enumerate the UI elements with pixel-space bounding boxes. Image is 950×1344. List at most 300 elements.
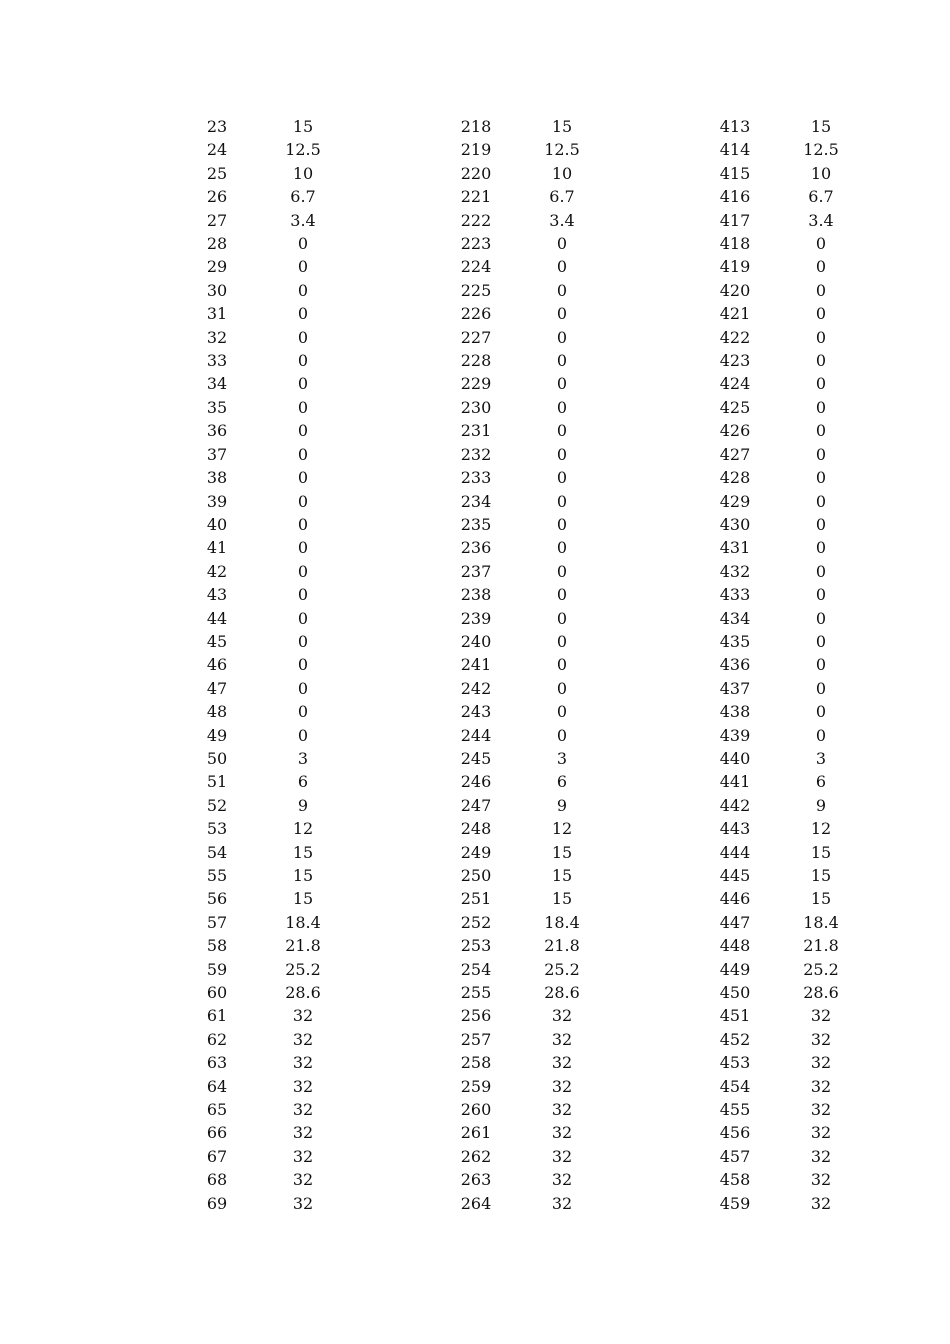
row-value-cell: 3 [297,748,309,768]
column-gap [617,115,704,138]
row-index-cell: 53 [206,819,228,839]
row-value-cell: 0 [297,234,309,254]
column-gap [617,326,704,349]
row-value-cell: 0 [815,304,827,324]
column-gap [358,1004,445,1027]
row-value-cell: 0 [815,725,827,745]
row-index-cell: 40 [206,514,228,534]
column-gap [358,513,445,536]
column-gap [358,326,445,349]
column-gap [617,1192,704,1215]
row-value-cell: 0 [297,725,309,745]
data-table [186,115,876,1215]
row-index-cell: 250 [460,866,492,885]
row-value-cell: 0 [556,538,568,558]
column-gap [358,1051,445,1074]
column-gap [358,1145,445,1168]
column-gap [617,1051,704,1074]
row-index-cell: 443 [719,819,751,839]
row-value-cell: 3.4 [549,210,575,230]
row-value-cell: 0 [556,655,568,675]
row-value-cell: 15 [551,866,573,885]
table-row [186,958,876,981]
row-value-cell: 28.6 [803,983,839,1003]
column-gap [358,583,445,606]
row-index-cell: 61 [206,1006,228,1026]
row-index-cell: 226 [460,304,492,324]
row-index-cell: 221 [460,187,492,207]
row-index-cell: 63 [206,1053,228,1073]
column-gap [617,419,704,442]
row-index-cell: 238 [460,585,492,605]
row-value-cell: 18.4 [544,912,580,932]
table-row [186,466,876,489]
row-value-cell: 0 [297,468,309,488]
row-value-cell: 15 [810,117,832,136]
row-index-cell: 414 [719,140,751,160]
column-gap [617,372,704,395]
row-value-cell: 0 [815,538,827,558]
column-gap [358,794,445,817]
row-value-cell: 32 [292,1006,314,1026]
column-gap [358,677,445,700]
row-index-cell: 31 [206,304,228,324]
row-index-cell: 243 [460,702,492,722]
table-row [186,349,876,372]
row-value-cell: 32 [810,1076,832,1096]
row-value-cell: 12 [551,819,573,839]
table-row [186,1028,876,1051]
row-index-cell: 227 [460,327,492,347]
row-index-cell: 422 [719,327,751,347]
column-gap [617,700,704,723]
row-index-cell: 447 [719,912,751,932]
row-value-cell: 0 [297,514,309,534]
row-index-cell: 49 [206,725,228,745]
table-row [186,607,876,630]
row-index-cell: 263 [460,1170,492,1190]
table-row [186,583,876,606]
column-gap [617,232,704,255]
row-value-cell: 0 [556,421,568,441]
row-value-cell: 0 [556,608,568,628]
table-row [186,1121,876,1144]
row-index-cell: 452 [719,1029,751,1049]
row-index-cell: 441 [719,772,751,792]
column-gap [617,607,704,630]
table-row [186,864,876,887]
row-value-cell: 0 [297,374,309,394]
row-index-cell: 459 [719,1193,751,1213]
row-value-cell: 32 [551,1006,573,1026]
row-index-cell: 420 [719,280,751,300]
row-value-cell: 0 [815,514,827,534]
row-value-cell: 0 [297,351,309,371]
column-gap [358,700,445,723]
row-value-cell: 0 [556,280,568,300]
table-row [186,1192,876,1215]
row-index-cell: 427 [719,444,751,464]
row-value-cell: 32 [551,1029,573,1049]
column-gap [617,770,704,793]
row-index-cell: 440 [719,748,751,768]
row-value-cell: 0 [556,234,568,254]
row-index-cell: 430 [719,514,751,534]
row-value-cell: 0 [556,702,568,722]
column-gap [358,466,445,489]
column-gap [358,1098,445,1121]
row-index-cell: 34 [206,374,228,394]
column-gap [617,1168,704,1191]
column-gap [617,887,704,910]
row-index-cell: 69 [206,1193,228,1213]
row-value-cell: 0 [556,351,568,371]
column-gap [617,490,704,513]
row-value-cell: 18.4 [285,912,321,932]
row-index-cell: 27 [206,210,228,230]
row-value-cell: 18.4 [803,912,839,932]
row-index-cell: 244 [460,725,492,745]
row-value-cell: 0 [297,585,309,605]
table-row [186,209,876,232]
row-index-cell: 428 [719,468,751,488]
column-gap [617,255,704,278]
row-index-cell: 436 [719,655,751,675]
row-index-cell: 241 [460,655,492,675]
row-value-cell: 0 [297,561,309,581]
row-index-cell: 28 [206,234,228,254]
row-value-cell: 9 [556,795,568,815]
table-row [186,653,876,676]
row-value-cell: 0 [815,631,827,651]
table-row [186,419,876,442]
row-index-cell: 454 [719,1076,751,1096]
table-row [186,372,876,395]
row-value-cell: 32 [292,1170,314,1190]
row-value-cell: 0 [297,280,309,300]
row-value-cell: 0 [297,327,309,347]
row-value-cell: 32 [292,1146,314,1166]
row-index-cell: 224 [460,257,492,277]
column-gap [358,560,445,583]
row-index-cell: 242 [460,678,492,698]
row-value-cell: 32 [810,1029,832,1049]
row-value-cell: 10 [810,163,832,183]
row-value-cell: 10 [292,163,314,183]
column-gap [617,209,704,232]
column-gap [617,279,704,302]
row-value-cell: 32 [551,1170,573,1190]
column-gap [358,1192,445,1215]
row-value-cell: 0 [815,561,827,581]
row-index-cell: 57 [206,912,228,932]
column-gap [617,513,704,536]
row-value-cell: 0 [556,561,568,581]
row-index-cell: 417 [719,210,751,230]
row-index-cell: 247 [460,795,492,815]
column-gap [358,1168,445,1191]
column-gap [358,1121,445,1144]
row-index-cell: 255 [460,983,492,1003]
table-row [186,536,876,559]
row-index-cell: 419 [719,257,751,277]
row-value-cell: 3 [556,748,568,768]
table-row [186,1004,876,1027]
table-row [186,911,876,934]
row-value-cell: 12.5 [544,140,580,160]
row-value-cell: 0 [556,585,568,605]
row-index-cell: 67 [206,1146,228,1166]
column-gap [617,958,704,981]
row-value-cell: 0 [297,538,309,558]
row-value-cell: 32 [292,1100,314,1120]
row-index-cell: 231 [460,421,492,441]
row-value-cell: 0 [815,280,827,300]
row-value-cell: 15 [551,889,573,909]
row-value-cell: 10 [551,163,573,183]
row-index-cell: 60 [206,983,228,1003]
row-index-cell: 249 [460,842,492,862]
row-index-cell: 65 [206,1100,228,1120]
row-index-cell: 68 [206,1170,228,1190]
row-index-cell: 233 [460,468,492,488]
column-gap [358,185,445,208]
table-row [186,162,876,185]
column-gap [617,981,704,1004]
row-value-cell: 32 [292,1029,314,1049]
column-gap [358,747,445,770]
column-gap [617,466,704,489]
column-gap [358,372,445,395]
column-gap [617,1121,704,1144]
table-row [186,887,876,910]
table-row [186,677,876,700]
row-index-cell: 54 [206,842,228,862]
column-gap [358,864,445,887]
row-index-cell: 51 [206,772,228,792]
row-index-cell: 55 [206,866,228,885]
column-gap [617,560,704,583]
column-gap [617,1075,704,1098]
row-index-cell: 234 [460,491,492,511]
table-row [186,1051,876,1074]
row-value-cell: 32 [810,1193,832,1213]
row-value-cell: 0 [815,608,827,628]
column-gap [358,302,445,325]
table-row [186,817,876,840]
column-gap [617,1004,704,1027]
row-value-cell: 0 [297,421,309,441]
table-row [186,232,876,255]
column-gap [617,630,704,653]
column-gap [358,419,445,442]
row-index-cell: 245 [460,748,492,768]
row-index-cell: 232 [460,444,492,464]
row-index-cell: 218 [460,117,492,136]
row-value-cell: 15 [810,866,832,885]
row-value-cell: 12.5 [285,140,321,160]
column-gap [617,747,704,770]
row-index-cell: 29 [206,257,228,277]
row-value-cell: 32 [551,1193,573,1213]
row-index-cell: 236 [460,538,492,558]
row-index-cell: 448 [719,936,751,956]
column-gap [358,1075,445,1098]
row-index-cell: 433 [719,585,751,605]
row-value-cell: 32 [551,1053,573,1073]
row-index-cell: 423 [719,351,751,371]
table-row [186,255,876,278]
row-index-cell: 36 [206,421,228,441]
table-row [186,115,876,138]
table-row [186,794,876,817]
row-index-cell: 444 [719,842,751,862]
row-value-cell: 15 [292,117,314,136]
row-value-cell: 0 [556,304,568,324]
row-value-cell: 25.2 [285,959,321,979]
row-value-cell: 0 [556,514,568,534]
column-gap [358,724,445,747]
row-value-cell: 0 [297,631,309,651]
row-index-cell: 38 [206,468,228,488]
row-index-cell: 45 [206,631,228,651]
row-index-cell: 237 [460,561,492,581]
row-value-cell: 15 [551,842,573,862]
row-value-cell: 15 [292,866,314,885]
column-gap [358,841,445,864]
row-index-cell: 418 [719,234,751,254]
table-row [186,443,876,466]
row-index-cell: 262 [460,1146,492,1166]
column-gap [358,630,445,653]
row-index-cell: 457 [719,1146,751,1166]
column-gap [358,396,445,419]
row-index-cell: 264 [460,1193,492,1213]
row-value-cell: 0 [815,468,827,488]
row-index-cell: 248 [460,819,492,839]
row-value-cell: 32 [551,1076,573,1096]
row-value-cell: 32 [551,1146,573,1166]
table-row [186,1145,876,1168]
row-value-cell: 0 [556,257,568,277]
row-index-cell: 47 [206,678,228,698]
row-value-cell: 12 [292,819,314,839]
row-value-cell: 0 [556,468,568,488]
column-gap [617,677,704,700]
row-value-cell: 0 [556,374,568,394]
row-value-cell: 0 [815,234,827,254]
row-value-cell: 0 [297,608,309,628]
column-gap [358,115,445,138]
row-value-cell: 28.6 [544,983,580,1003]
table-row [186,1098,876,1121]
row-index-cell: 256 [460,1006,492,1026]
row-value-cell: 32 [551,1123,573,1143]
row-value-cell: 15 [292,889,314,909]
table-row [186,1075,876,1098]
row-value-cell: 0 [297,702,309,722]
row-value-cell: 25.2 [544,959,580,979]
column-gap [358,981,445,1004]
row-index-cell: 445 [719,866,751,885]
table-row [186,396,876,419]
row-value-cell: 3 [815,748,827,768]
row-index-cell: 66 [206,1123,228,1143]
row-index-cell: 56 [206,889,228,909]
row-index-cell: 220 [460,163,492,183]
row-index-cell: 252 [460,912,492,932]
row-value-cell: 6.7 [808,187,834,207]
row-index-cell: 421 [719,304,751,324]
row-value-cell: 0 [815,678,827,698]
row-value-cell: 3.4 [808,210,834,230]
table-row [186,700,876,723]
table-row [186,138,876,161]
table-row [186,279,876,302]
row-index-cell: 434 [719,608,751,628]
row-index-cell: 35 [206,397,228,417]
row-value-cell: 0 [556,678,568,698]
column-gap [358,490,445,513]
row-index-cell: 451 [719,1006,751,1026]
row-index-cell: 425 [719,397,751,417]
row-index-cell: 455 [719,1100,751,1120]
row-index-cell: 431 [719,538,751,558]
row-value-cell: 0 [815,257,827,277]
column-gap [358,607,445,630]
row-value-cell: 0 [815,327,827,347]
row-index-cell: 46 [206,655,228,675]
row-index-cell: 453 [719,1053,751,1073]
row-value-cell: 0 [556,631,568,651]
row-value-cell: 0 [297,397,309,417]
row-value-cell: 0 [815,397,827,417]
row-index-cell: 432 [719,561,751,581]
row-value-cell: 0 [297,257,309,277]
row-value-cell: 6 [815,772,827,792]
column-gap [617,864,704,887]
row-value-cell: 0 [556,327,568,347]
row-value-cell: 3.4 [290,210,316,230]
table-row [186,934,876,957]
table-row [186,560,876,583]
row-value-cell: 32 [810,1146,832,1166]
column-gap [358,536,445,559]
row-value-cell: 0 [815,491,827,511]
row-index-cell: 58 [206,936,228,956]
column-gap [617,724,704,747]
column-gap [617,841,704,864]
table-row [186,513,876,536]
row-index-cell: 223 [460,234,492,254]
column-gap [617,138,704,161]
column-gap [617,817,704,840]
row-index-cell: 261 [460,1123,492,1143]
row-index-cell: 438 [719,702,751,722]
row-index-cell: 435 [719,631,751,651]
row-index-cell: 260 [460,1100,492,1120]
column-gap [358,209,445,232]
column-gap [358,934,445,957]
row-index-cell: 39 [206,491,228,511]
row-index-cell: 257 [460,1029,492,1049]
table-row [186,841,876,864]
row-value-cell: 32 [292,1053,314,1073]
row-value-cell: 0 [815,444,827,464]
row-value-cell: 6 [297,772,309,792]
row-value-cell: 0 [815,421,827,441]
row-value-cell: 25.2 [803,959,839,979]
